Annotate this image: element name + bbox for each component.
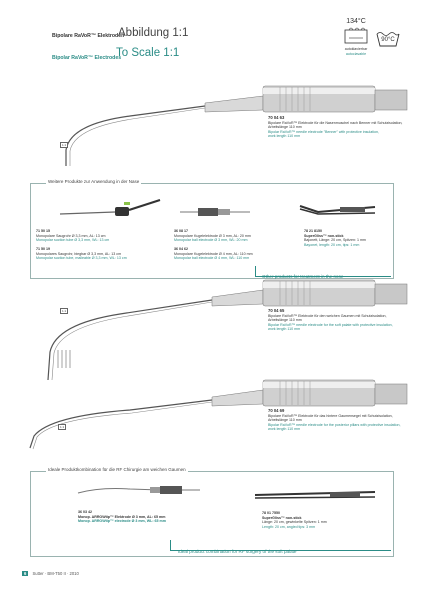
nose-item-5-de: Bajonett, Länge: 20 cm, Spitzen: 1 mm xyxy=(304,238,366,243)
footer-page-number: 6 xyxy=(24,571,27,576)
instrument-3-code: 70 04 69 xyxy=(268,408,285,413)
instrument-3-en1: Bipolar RaVoR™ needle electrode for the posterior pillars with protective insulation, xyxy=(268,422,401,427)
nose-item-5-title: SuperGliss™ non-stick xyxy=(304,233,344,238)
autoclave-en: autoclavable xyxy=(345,52,367,56)
palate-item-1-de: Monop. ARROWtip™ Elektrode Ø 3 mm, AL: 65 mm xyxy=(78,514,166,519)
instrument-1-de1: Bipolare RaVoR™ Elektrode für die Nasenmuschel nach Benner mit Schutzisolation, xyxy=(268,120,403,125)
scale-tag-2: 1:1 xyxy=(62,309,67,313)
instrument-2-de1: Bipolare RaVoR™ Elektrode für den weichen Gaumen mit Schutzisolation, xyxy=(268,313,387,318)
autoclave-temp: 134°C xyxy=(346,18,366,25)
instrument-3-de2: Arbeitslänge 110 mm xyxy=(268,418,302,423)
nose-item-1-code: 71 50 15 xyxy=(36,229,50,233)
palate-item-2 xyxy=(262,511,327,529)
instrument-1-en2: work length 110 mm xyxy=(268,134,301,139)
nose-item-5-en: Bayonet, length: 20 cm, tips: 1 mm xyxy=(304,242,360,247)
scale-tag-3: 1:1 xyxy=(60,425,65,429)
header-en-scale: To Scale 1:1 xyxy=(116,47,180,59)
palate-item-1-code: 36 03 42 xyxy=(78,510,92,514)
nose-item-1-de: Monopolare Saugrohr Ø 3,3 mm, AL: 13 cm xyxy=(36,233,106,238)
instrument-2-de2: Arbeitslänge 110 mm xyxy=(268,318,302,323)
nose-item-1-en: Monopolar suction tube Ø 3,3 mm, WL: 13 cm xyxy=(36,238,110,243)
nose-caption: Other products for treatment in the nose xyxy=(262,274,344,279)
palate-item-2-de: Länge: 20 cm, gewinkelte Spitzen: 1 mm xyxy=(262,520,327,525)
header-de-scale: Abbildung 1:1 xyxy=(118,27,189,39)
palate-item-1 xyxy=(78,510,166,524)
instrument-2-code: 70 04 65 xyxy=(268,308,285,313)
autoclave-de: autoklavierbar xyxy=(344,47,368,51)
instrument-1-de2: Arbeitslänge 110 mm xyxy=(268,125,302,130)
palate-products-title: Ideale Produktkombination für die RF Chirurgie am weichen Gaumen xyxy=(48,467,186,472)
nose-item-5-code: 78 21 8150 xyxy=(304,229,322,233)
nose-item-3-de: Monopolare Kugelelektrode Ø 3 mm, AL: 20 mm xyxy=(174,233,251,238)
palate-item-2-code: 78 01 7550 xyxy=(262,511,280,515)
instrument-2-en1: Bipolar RaVoR™ needle electrode for the soft palate with protective insulation, xyxy=(268,322,393,327)
instrument-2-en2: work length 110 mm xyxy=(268,327,301,332)
instrument-1-en1: Bipolar RaVoR™ needle electrode "Benner" with protective insulation, xyxy=(268,129,380,134)
nose-item-2-de: Monopolares Saugrohr, biegbar Ø 3,3 mm, AL: 13 cm xyxy=(36,251,122,256)
instrument-3-en2: work length 110 mm xyxy=(268,427,301,432)
nose-item-2-code: 71 50 19 xyxy=(36,247,50,251)
palate-item-2-en: Length: 20 cm, angled tips: 3 mm xyxy=(262,524,316,529)
nose-item-4-en: Monopolar ball electrode Ø 4 mm, WL: 110 mm xyxy=(174,256,250,261)
scale-tag-1: 1:1 xyxy=(62,143,67,147)
instrument-1-code: 70 04 63 xyxy=(268,115,285,120)
nose-item-4-code: 36 04 62 xyxy=(174,247,188,251)
palate-caption: Ideal product combination for RF surgery of the soft palate xyxy=(178,549,297,554)
nose-item-2-en: Monopolar suction tube, malleable Ø 3,3 mm, WL: 13 cm xyxy=(36,256,127,261)
palate-item-1-en: Monop. ARROWtip™ electrode Ø 3 mm, WL: 65 mm xyxy=(78,519,166,524)
nose-products-title: Weitere Produkte zur Anwendung in der Nase xyxy=(48,179,140,184)
nose-item-3-en: Monopolar ball electrode Ø 3 mm, WL: 20 mm xyxy=(174,238,248,243)
nose-item-3-code: 36 08 17 xyxy=(174,229,188,233)
header-de-product: Bipolare RaVoR™ Elektroden xyxy=(52,33,125,39)
wash-temp: 90°C xyxy=(381,37,395,43)
footer xyxy=(22,571,222,580)
nose-item-4-de: Monopolare Kugelelektrode Ø 4 mm, AL: 110 mm xyxy=(174,251,253,256)
footer-text: Sutter · BM-T50 II · 2010 xyxy=(32,571,79,576)
header-en-product: Bipolar RaVoR™ Electrodes xyxy=(52,55,122,61)
instrument-3-de1: Bipolare RaVoR™ Elektrode für das hintere Gaumensegel mit Schutzisolation, xyxy=(268,413,393,418)
palate-item-2-title: SuperGliss™ non-stick xyxy=(262,515,302,520)
